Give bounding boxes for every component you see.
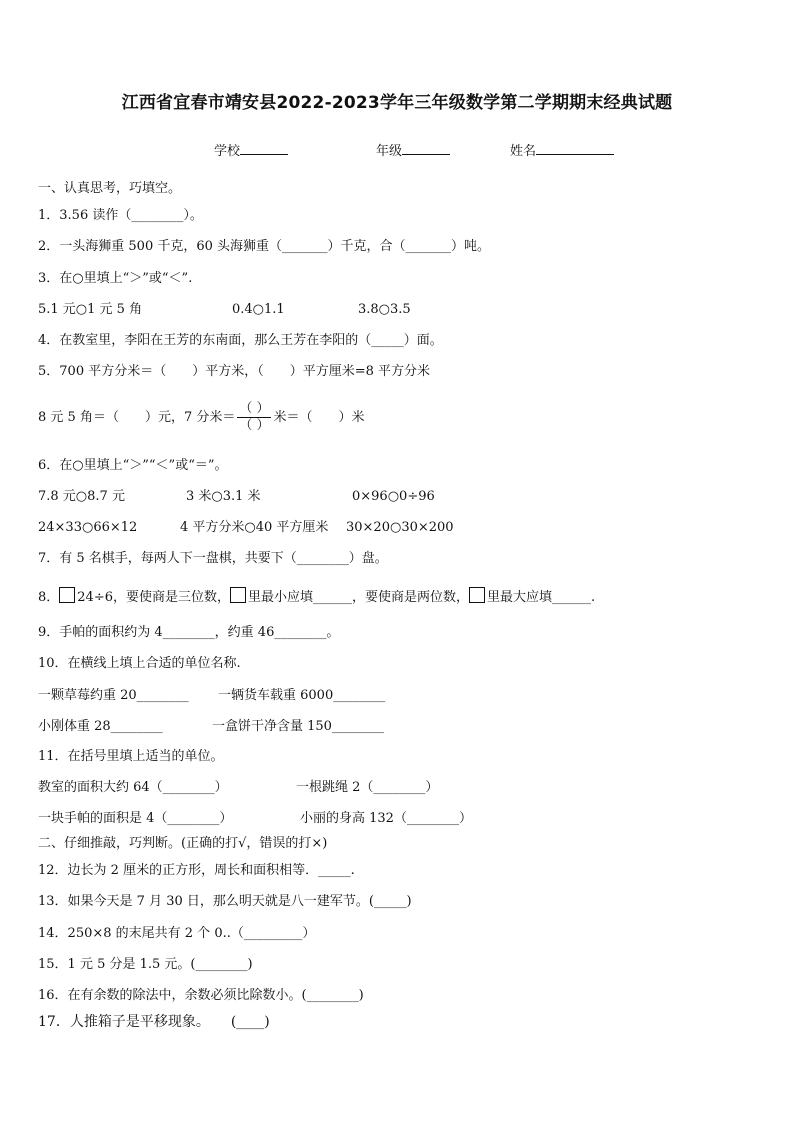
question-15: 15．1 元 5 分是 1.5 元。(________) bbox=[38, 957, 253, 972]
question-16: 16．在有余数的除法中，余数必须比除数小。(________) bbox=[38, 988, 364, 1003]
answer-box[interactable] bbox=[230, 587, 246, 603]
q6-row2-item-2: 4 平方分米○40 平方厘米 bbox=[180, 520, 329, 535]
section-2-heading: 二、仔细推敲，巧判断。(正确的打√，错误的打×) bbox=[38, 836, 328, 851]
q5b-part2: 米＝（ ）米 bbox=[273, 410, 365, 425]
q8-text-c: 里最大应填______. bbox=[487, 590, 596, 605]
q6-row1-item-1: 7.8 元○8.7 元 bbox=[38, 489, 125, 504]
question-5: 5．700 平方分米＝（ ）平方米，（ ）平方厘米=8 平方分米 bbox=[38, 364, 431, 379]
q5b-part1: 8 元 5 角＝（ ）元，7 分米＝ bbox=[38, 410, 236, 425]
fraction-denominator: （ ） bbox=[239, 418, 270, 433]
question-13: 13．如果今天是 7 月 30 日，那么明天就是八一建军节。(_____) bbox=[38, 894, 412, 909]
question-12: 12．边长为 2 厘米的正方形，周长和面积相等．_____. bbox=[38, 863, 355, 878]
grade-label: 年级 bbox=[376, 144, 403, 159]
q6-row1-item-2: 3 米○3.1 米 bbox=[186, 489, 261, 504]
q10-row2-item-2: 一盒饼干净含量 150________ bbox=[212, 719, 384, 734]
question-5-part-b bbox=[38, 396, 365, 440]
q10-row1-item-1: 一颗草莓约重 20________ bbox=[38, 688, 189, 703]
answer-box[interactable] bbox=[469, 587, 485, 603]
grade-blank[interactable] bbox=[402, 141, 450, 155]
question-2: 2．一头海狮重 500 千克，60 头海狮重（_______）千克，合（_______）吨。 bbox=[38, 239, 491, 254]
name-field[interactable] bbox=[510, 140, 614, 159]
q8-text-b: 里最小应填______，要使商是两位数， bbox=[248, 590, 470, 605]
q11-row1-item-2: 一根跳绳 2（________） bbox=[296, 780, 439, 795]
question-8 bbox=[38, 587, 595, 607]
school-label: 学校 bbox=[214, 144, 241, 159]
question-14: 14．250×8 的末尾共有 2 个 0..（_________） bbox=[38, 926, 316, 941]
answer-box[interactable] bbox=[59, 587, 75, 603]
q6-row2-item-1: 24×33○66×12 bbox=[38, 520, 138, 535]
school-field[interactable] bbox=[214, 140, 288, 159]
q11-row1-item-1: 教室的面积大约 64（________） bbox=[38, 780, 228, 795]
question-7: 7．有 5 名棋手，每两人下一盘棋，共要下（________）盘。 bbox=[38, 551, 388, 566]
question-1: 1．3.56 读作（________）。 bbox=[38, 208, 203, 223]
fraction-numerator: （ ） bbox=[239, 401, 270, 416]
q11-row2-item-1: 一块手帕的面积是 4（________） bbox=[38, 811, 233, 826]
name-blank[interactable] bbox=[536, 141, 614, 155]
school-blank[interactable] bbox=[240, 141, 288, 155]
question-9: 9．手帕的面积约为 4________，约重 46________。 bbox=[38, 625, 340, 640]
section-1-heading: 一、认真思考，巧填空。 bbox=[38, 181, 182, 196]
q3-item-2: 0.4○1.1 bbox=[232, 302, 285, 317]
question-17: 17．人推箱子是平移现象。 (____) bbox=[38, 1014, 270, 1030]
q10-row1-item-2: 一辆货车载重 6000________ bbox=[218, 688, 386, 703]
question-6: 6．在○里填上“＞”“＜”或“＝”。 bbox=[38, 458, 228, 473]
question-3: 3．在○里填上“＞”或“＜”. bbox=[38, 271, 193, 286]
fraction bbox=[237, 401, 271, 434]
q10-row2-item-1: 小刚体重 28________ bbox=[38, 719, 163, 734]
question-11: 11．在括号里填上适当的单位。 bbox=[38, 749, 224, 764]
q3-item-3: 3.8○3.5 bbox=[358, 302, 411, 317]
question-4: 4．在教室里，李阳在王芳的东南面，那么王芳在李阳的（_____）面。 bbox=[38, 333, 443, 348]
grade-field[interactable] bbox=[376, 140, 450, 159]
q11-row2-item-2: 小丽的身高 132（________） bbox=[300, 811, 472, 826]
q8-text-a: 24÷6，要使商是三位数， bbox=[77, 590, 230, 605]
q3-item-1: 5.1 元○1 元 5 角 bbox=[38, 302, 143, 317]
name-label: 姓名 bbox=[510, 144, 537, 159]
question-10: 10．在横线上填上合适的单位名称. bbox=[38, 656, 241, 671]
q6-row1-item-3: 0×96○0÷96 bbox=[352, 489, 435, 504]
q8-number: 8． bbox=[38, 590, 60, 605]
q6-row2-item-3: 30×20○30×200 bbox=[346, 520, 454, 535]
page-title: 江西省宜春市靖安县2022-2023学年三年级数学第二学期期末经典试题 bbox=[121, 93, 673, 113]
